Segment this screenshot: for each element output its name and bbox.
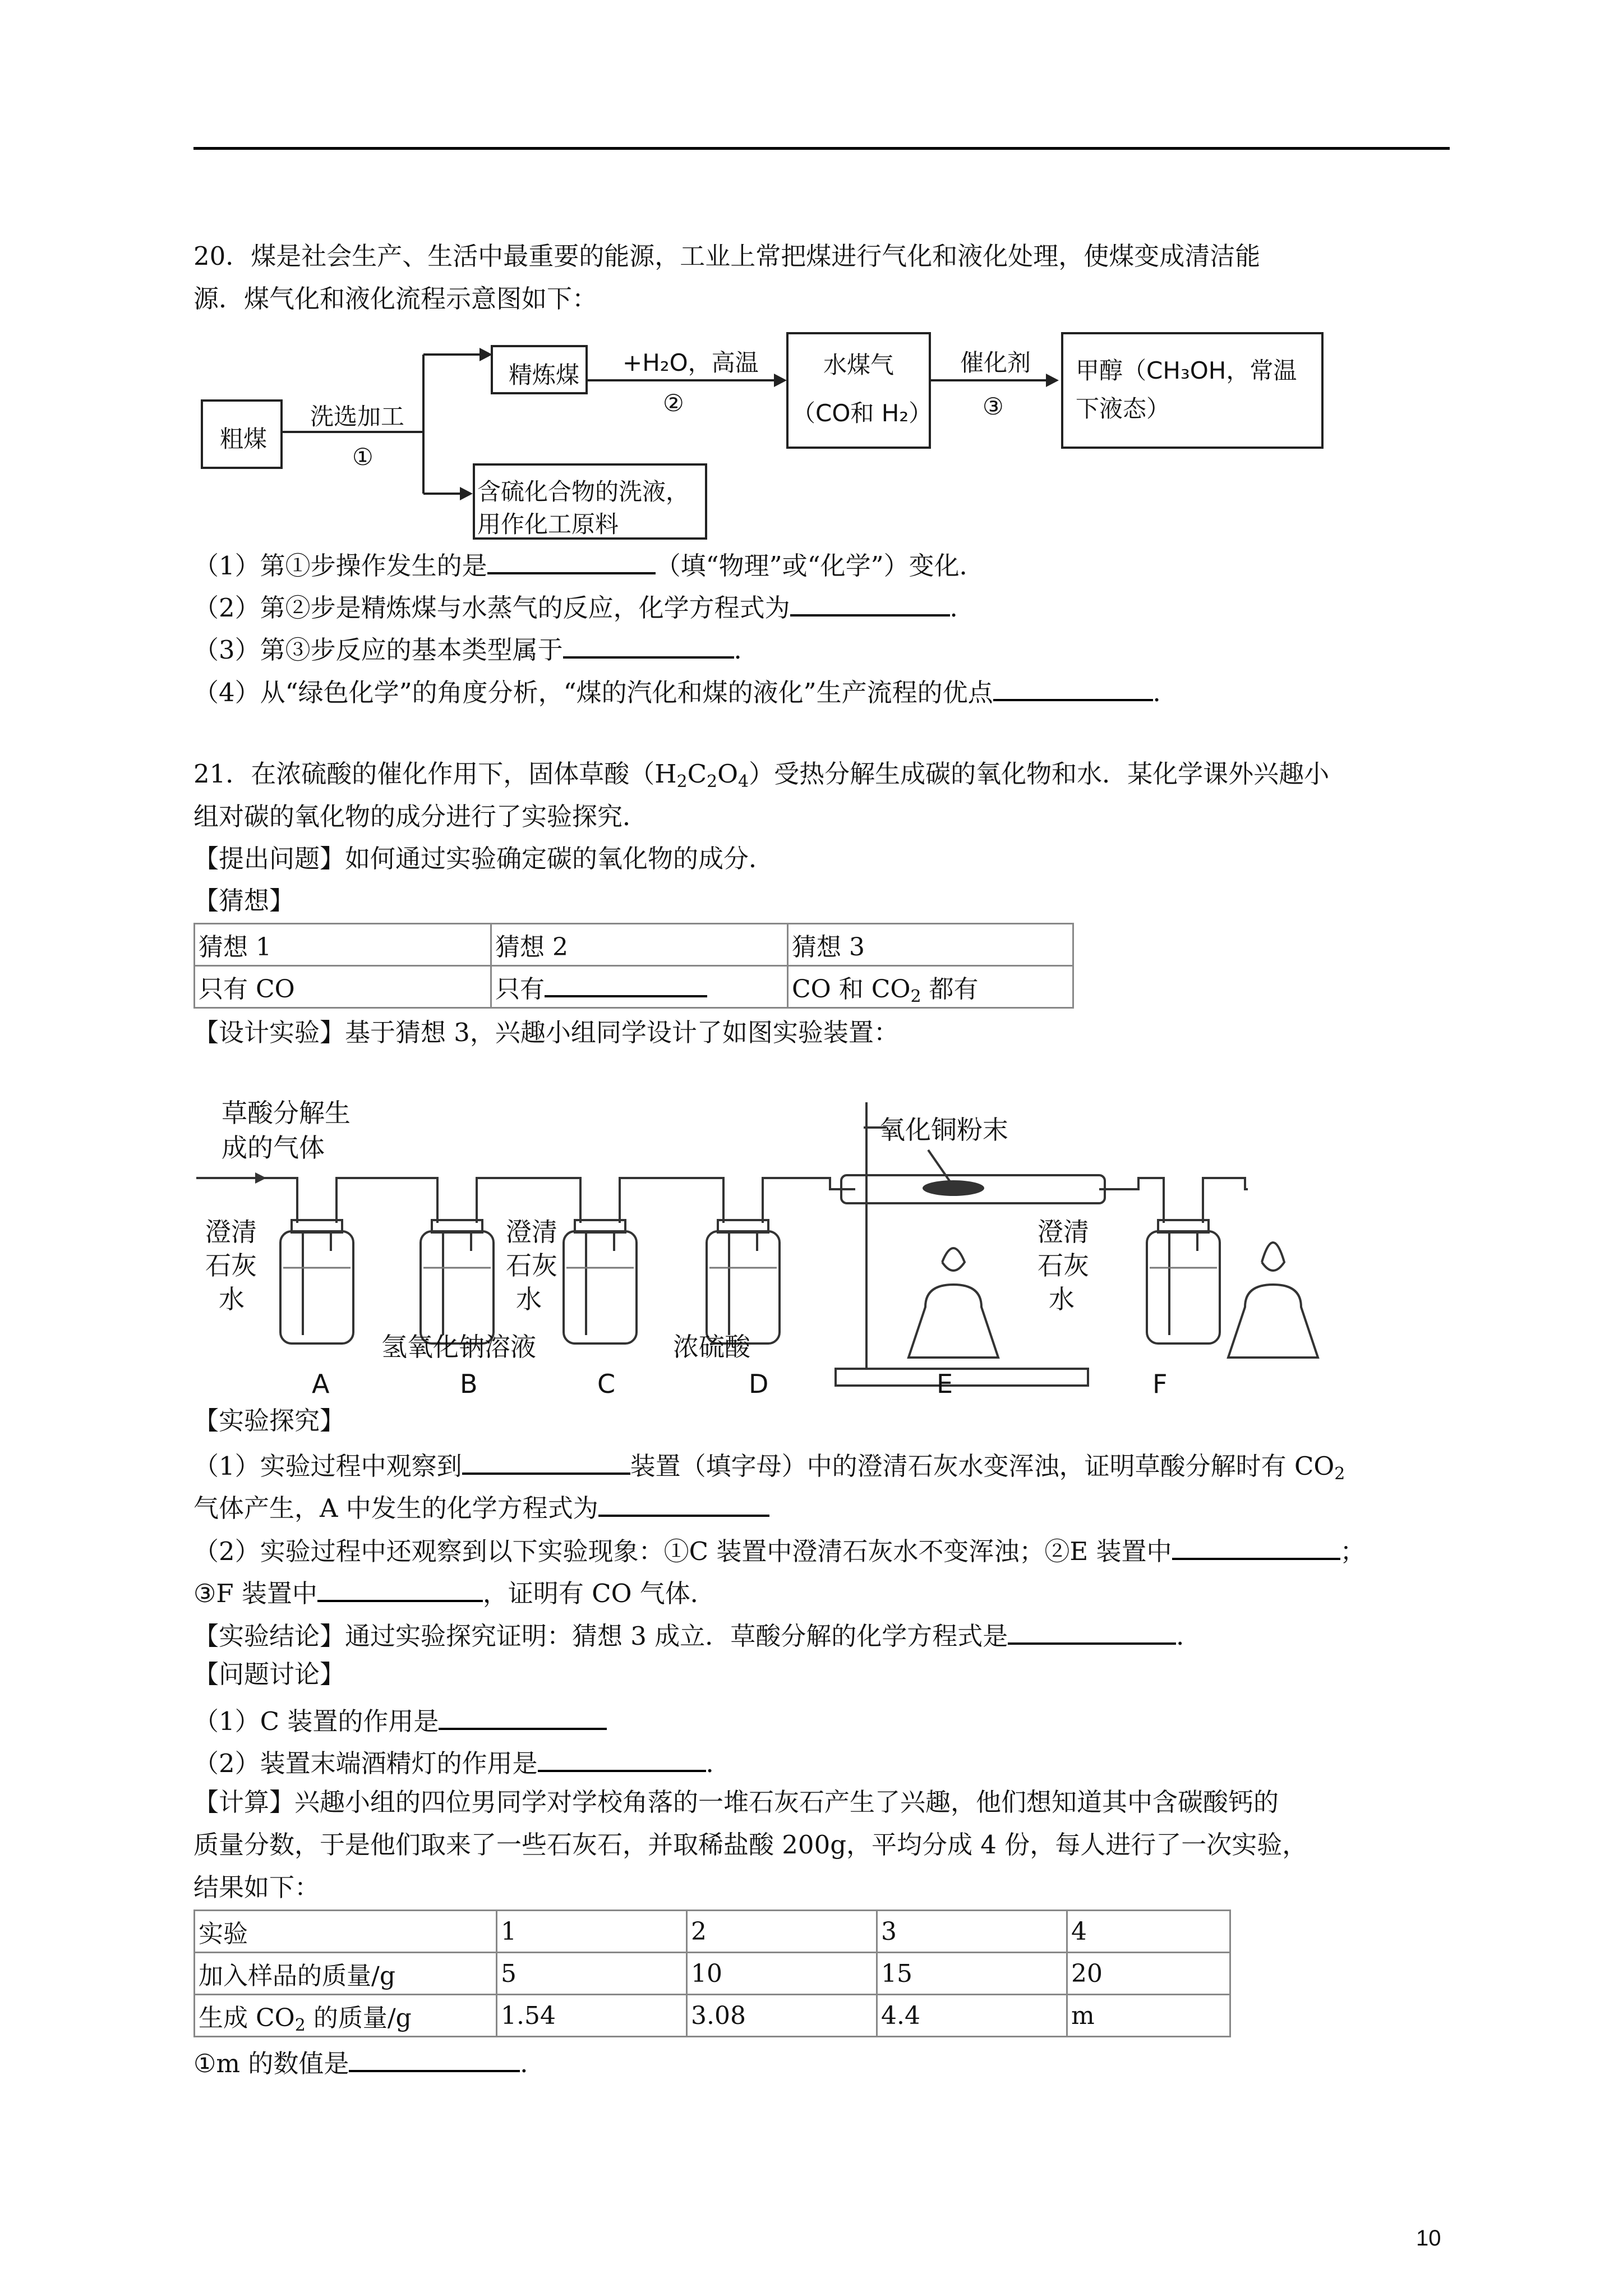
q20-intro-line1: 20．煤是社会生产、生活中最重要的能源，工业上常把煤进行气化和液化处理，使煤变成清洁能: [193, 241, 1261, 271]
q21-calc-line3: 结果如下：: [193, 1872, 320, 1902]
q21-calc-line2: 质量分数，于是他们取来了一些石灰石，并取稀盐酸 200g，平均分成 4 份，每人进行了一次实验，: [193, 1830, 1308, 1860]
limewater-a-1: 澄清: [205, 1217, 257, 1247]
q21-intro-a: 21．在浓硫酸的催化作用下，固体草酸（H: [193, 759, 677, 789]
letter-e: E: [937, 1369, 953, 1399]
q21-intro-e: O: [717, 759, 739, 789]
q21-e1-line2: [193, 1492, 769, 1521]
q21-d2-text: （2）装置末端酒精灯的作用是: [193, 1749, 538, 1778]
q21-discussion-heading: 【问题讨论】: [193, 1659, 345, 1689]
guess-c1: 只有 CO: [195, 966, 491, 1008]
q21-intro-c: C: [687, 759, 707, 789]
letter-f: F: [1152, 1369, 1168, 1399]
calc-r3-label-a: 生成 CO: [199, 2004, 295, 2032]
guess-h1: 猜想 1: [195, 924, 491, 966]
calc-r3-c1: [195, 1995, 497, 2037]
step1-label: ①: [352, 443, 374, 471]
calc-row-co2: [195, 1995, 1230, 2037]
water-gas-label: 水煤气: [823, 351, 895, 379]
q21-e2-line1: [193, 1535, 1366, 1564]
raw-coal-label: 粗煤: [220, 425, 268, 453]
gas-inlet-label-2: 成的气体: [222, 1133, 325, 1163]
step3-label: ③: [983, 393, 1004, 420]
guess-h3: 猜想 3: [788, 924, 1073, 966]
sulfur-wash-use: 用作化工原料: [477, 510, 619, 538]
limewater-c-2: 石灰: [506, 1250, 557, 1281]
q21-d1: [193, 1705, 607, 1734]
letter-b: B: [460, 1369, 478, 1399]
q21-guess-heading: 【猜想】: [193, 886, 295, 915]
limewater-a-3: 水: [219, 1284, 245, 1314]
h2so4-label: 浓硫酸: [673, 1332, 750, 1362]
calc-r3-c4: 4.4: [877, 1995, 1067, 2037]
q21-calc-line1: 【计算】兴趣小组的四位男同学对学校角落的一堆石灰石产生了兴趣，他们想知道其中含碳酸钙的: [193, 1787, 1279, 1817]
q21-e1-a: （1）实验过程中观察到: [193, 1451, 462, 1481]
calc-r2-c1: 加入样品的质量/g: [195, 1953, 497, 1995]
methanol-state: 下液态）: [1076, 395, 1170, 422]
calc-row-header: [195, 1911, 1230, 1953]
step2-label: ②: [663, 389, 684, 417]
q20-sub4-text: （4）从“绿色化学”的角度分析，“煤的汽化和煤的液化”生产流程的优点: [193, 678, 993, 707]
q21-e2-line2: [193, 1577, 716, 1606]
refined-coal-label: 精炼煤: [509, 361, 580, 389]
methanol-label: 甲醇（CH₃OH，常温: [1076, 357, 1297, 384]
q21-m-text: ①m 的数值是: [193, 2049, 349, 2078]
letter-a: A: [312, 1369, 330, 1399]
gas-inlet-label-1: 草酸分解生: [222, 1098, 351, 1128]
q20-sub3-text: （3）第③步反应的基本类型属于: [193, 635, 563, 665]
calc-r2-c3: 10: [687, 1953, 877, 1995]
q21-e1-blank1[interactable]: [462, 1450, 630, 1475]
naoh-label: 氢氧化钠溶液: [381, 1332, 536, 1362]
q21-conclusion: [193, 1620, 1201, 1649]
water-gas-composition: （CO和 H₂）: [792, 399, 933, 427]
q21-e2-b: ；: [1340, 1536, 1366, 1566]
q21-conclusion-blank[interactable]: [1008, 1620, 1176, 1645]
guess-c2-text: 只有: [495, 975, 545, 1004]
q21-e2-blank1[interactable]: [1172, 1535, 1340, 1560]
wash-label: 洗选加工: [310, 403, 405, 430]
q21-d2-blank[interactable]: [538, 1747, 706, 1772]
q21-e2-a: （2）实验过程中还观察到以下实验现象：①C 装置中澄清石灰水不变浑浊；②E 装置中: [193, 1536, 1172, 1566]
guess-c3-a: CO 和 CO: [792, 975, 911, 1004]
calc-r3-c2: 1.54: [497, 1995, 687, 2037]
q21-m-blank[interactable]: [349, 2047, 520, 2072]
q21-intro-sub3: 4: [738, 772, 749, 792]
limewater-f-2: 石灰: [1038, 1250, 1089, 1281]
q21-d1-text: （1）C 装置的作用是: [193, 1706, 439, 1736]
page-number: 10: [1416, 2226, 1441, 2251]
calc-r2-c4: 15: [877, 1953, 1067, 1995]
limewater-a-2: 石灰: [205, 1250, 257, 1281]
calc-r3-c5: m: [1067, 1995, 1230, 2037]
q21-e1-blank2[interactable]: [598, 1492, 769, 1517]
q21-explore-heading: 【实验探究】: [193, 1406, 345, 1435]
q21-m-dot: ．: [520, 2049, 546, 2078]
guess-c3-c: 都有: [921, 975, 979, 1004]
calc-r1-c4: 3: [877, 1911, 1067, 1953]
q21-e1-d: 气体产生，A 中发生的化学方程式为: [193, 1493, 598, 1523]
q20-sub2-dot: ．: [949, 593, 975, 623]
letter-d: D: [749, 1369, 769, 1399]
q21-conclusion-dot: ．: [1176, 1621, 1202, 1651]
q21-m-question: [193, 2047, 545, 2076]
sulfur-wash-label: 含硫化合物的洗液，: [477, 478, 690, 505]
q20-intro-line2: 源．煤气化和液化流程示意图如下：: [193, 284, 598, 314]
reaction2-condition: +H₂O，高温: [623, 349, 759, 376]
calc-table: [193, 1910, 1231, 2037]
guess-h2: 猜想 2: [491, 924, 788, 966]
q21-design: 【设计实验】基于猜想 3，兴趣小组同学设计了如图实验装置：: [193, 1018, 899, 1047]
calc-r2-c2: 5: [497, 1953, 687, 1995]
calc-r1-c2: 1: [497, 1911, 687, 1953]
limewater-f-1: 澄清: [1038, 1217, 1089, 1247]
q21-e2-d: ，证明有 CO 气体．: [482, 1579, 716, 1608]
calc-row-sample: [195, 1953, 1230, 1995]
catalyst-label: 催化剂: [960, 349, 1031, 376]
limewater-c-1: 澄清: [506, 1217, 557, 1247]
calc-r1-c1: 实验: [195, 1911, 497, 1953]
calc-r2-c5: 20: [1067, 1953, 1230, 1995]
q21-d2-dot: ．: [706, 1749, 731, 1778]
q21-d1-blank[interactable]: [439, 1705, 607, 1730]
q21-intro-sub2: 2: [707, 772, 718, 792]
q21-e1-sub: 2: [1334, 1464, 1345, 1484]
limewater-c-3: 水: [516, 1284, 542, 1314]
q20-sub1-text: （1）第①步操作发生的是: [193, 551, 487, 581]
calc-r1-c3: 2: [687, 1911, 877, 1953]
q21-intro-sub1: 2: [676, 772, 688, 792]
q21-d2: [193, 1747, 731, 1776]
cuo-label: 氧化铜粉末: [879, 1115, 1008, 1145]
letter-c: C: [597, 1369, 616, 1399]
q21-intro-g: ）受热分解生成碳的氧化物和水．某化学课外兴趣小: [749, 759, 1330, 789]
q21-intro-line2: 组对碳的氧化物的成分进行了实验探究．: [193, 802, 648, 831]
calc-r3-label-sub: 2: [294, 2016, 306, 2035]
calc-r3-label-c: 的质量/g: [305, 2004, 412, 2032]
limewater-f-3: 水: [1049, 1284, 1075, 1314]
q20-sub2-text: （2）第②步是精炼煤与水蒸气的反应，化学方程式为: [193, 593, 790, 623]
q20-sub1-tail: （填“物理”或“化学”）变化．: [655, 551, 985, 581]
q21-e2-blank2[interactable]: [317, 1577, 483, 1602]
q21-e1-line1: [193, 1450, 1345, 1484]
q21-e2-c: ③F 装置中: [193, 1579, 317, 1608]
guess-c3-sub: 2: [910, 987, 921, 1006]
q20-sub3-dot: ．: [734, 635, 759, 665]
calc-r3-c3: 3.08: [687, 1995, 877, 2037]
calc-r1-c5: 4: [1067, 1911, 1230, 1953]
q21-e1-b: 装置（填字母）中的澄清石灰水变浑浊，证明草酸分解时有 CO: [630, 1451, 1335, 1481]
q21-question: 【提出问题】如何通过实验确定碳的氧化物的成分．: [193, 844, 774, 873]
q21-conclusion-text: 【实验结论】通过实验探究证明：猜想 3 成立．草酸分解的化学方程式是: [193, 1621, 1008, 1651]
q20-sub4-dot: ．: [1152, 678, 1178, 707]
